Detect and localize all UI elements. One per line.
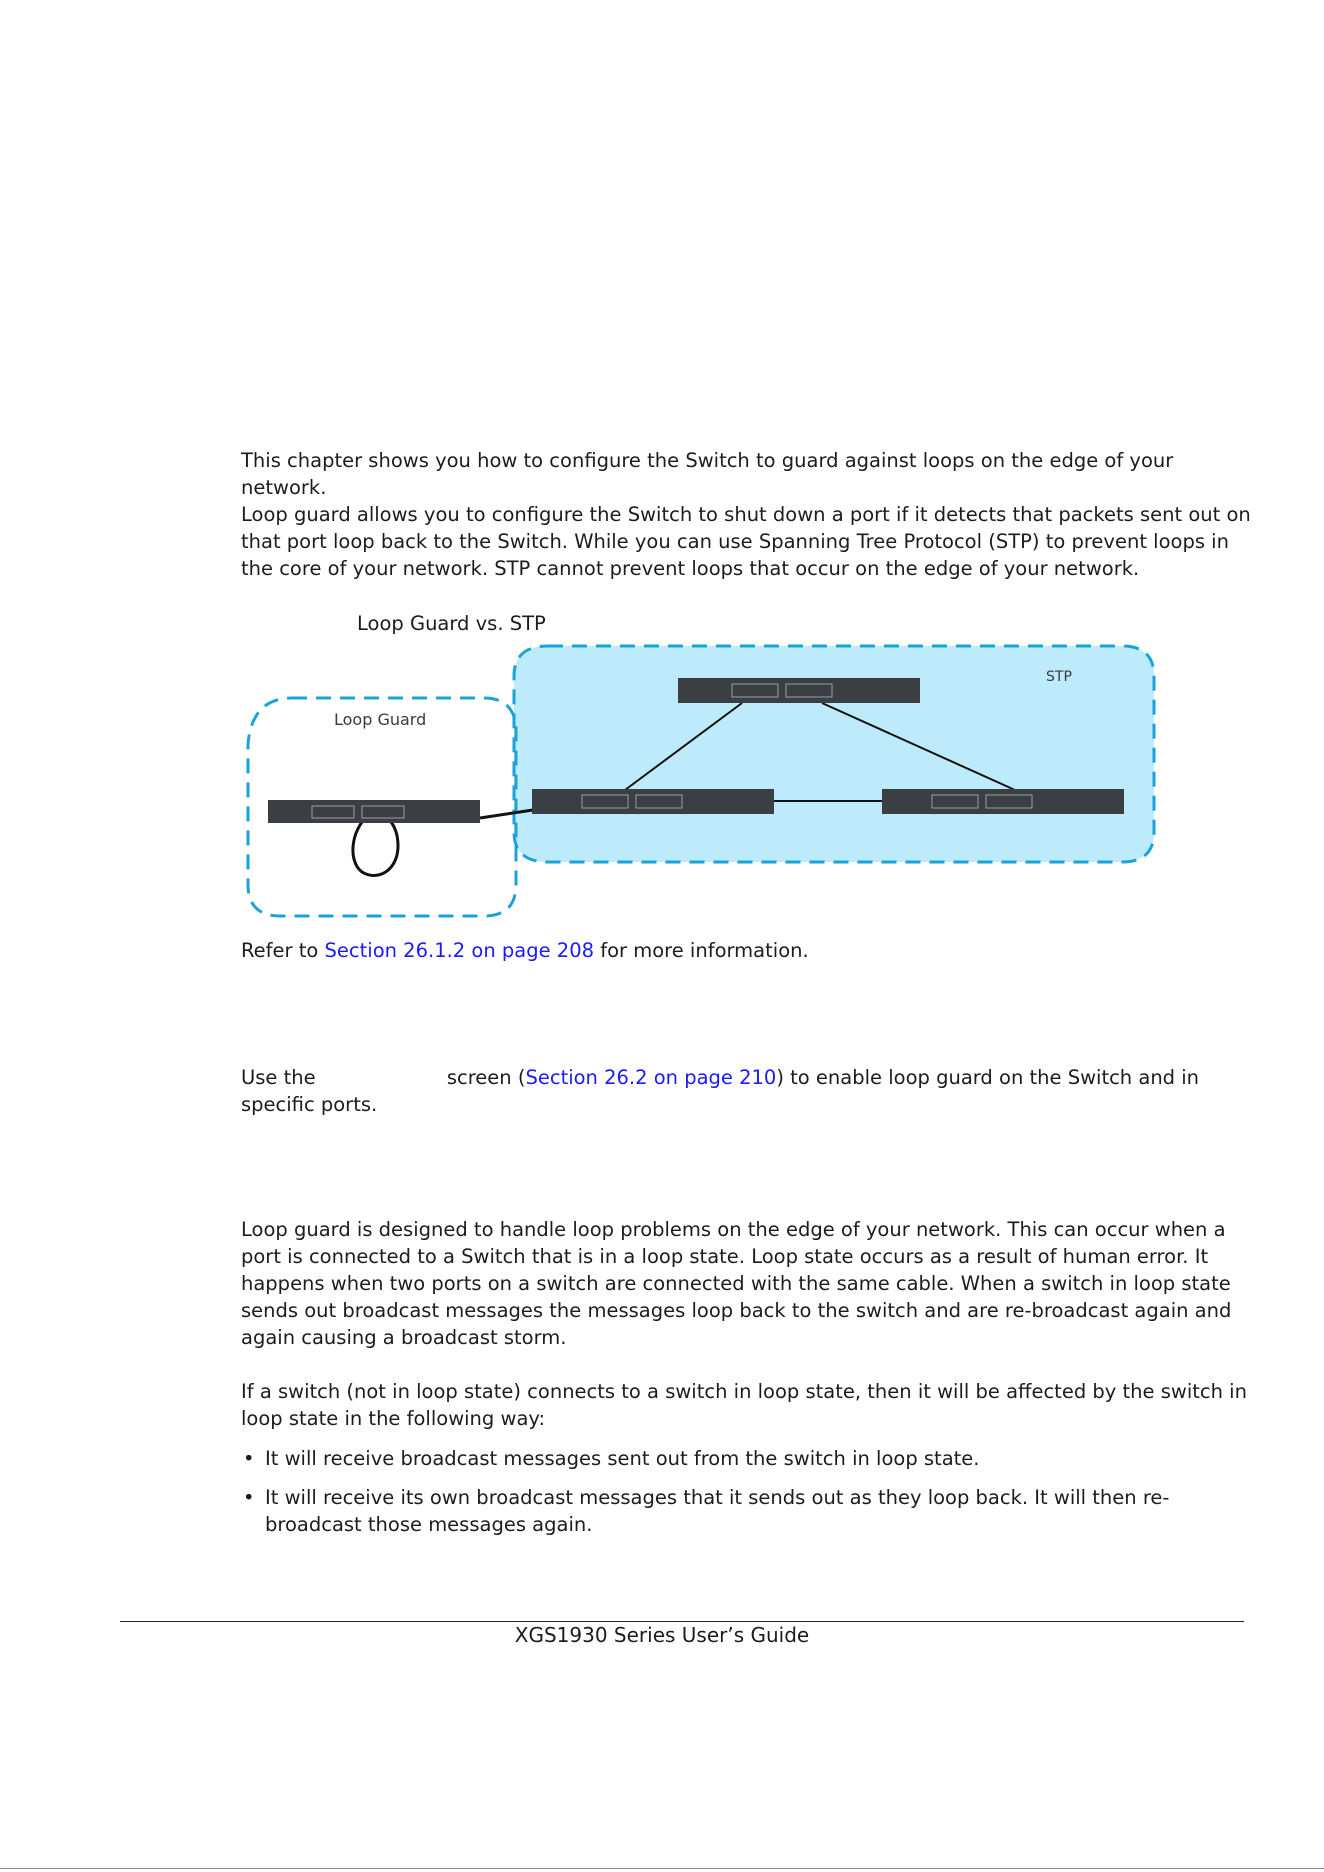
use-middle: screen ( [440,1066,526,1089]
effects-list [241,1445,1251,1538]
loop-guard-description: Loop guard allows you to configure the Switch to shut down a port if it detects that packets sent out on that port loop back to the Switch. While you can use Spanning Tree Protocol (STP) to prevent loops in the core of your network. STP cannot prevent loops that occur on the edge of your network. [241,503,1251,580]
refer-after: for more information. [594,939,809,962]
intro-paragraph: This chapter shows you how to configure the Switch to guard against loops on the edge of your network. [241,449,1174,499]
figure-title: Loop Guard vs. STP [357,612,546,635]
loop-guard-label: Loop Guard [334,710,427,729]
list-item: • It will receive broadcast messages sent out from the switch in loop state. [241,1445,1251,1472]
use-after: ) to enable loop guard on the Switch and in specific ports. [241,1066,1200,1116]
use-before: Use the [241,1066,316,1089]
switch-stp-right [882,789,1124,814]
section-26-1-2-link[interactable]: Section 26.1.2 on page 208 [324,939,595,962]
refer-before: Refer to [241,939,325,962]
bottom-rule [0,1868,1324,1869]
refer-paragraph [241,937,1251,964]
switch-stp-top [678,678,920,703]
section-26-2-link[interactable]: Section 26.2 on page 210 [525,1066,777,1089]
loop-guard-overview: Loop guard is designed to handle loop problems on the edge of your network. This can occur when a port is connected to a Switch that is in a loop state. Loop state occurs as a result of human error. It happens when two ports on a switch are connected with the same cable. When a switch in loop state sends out broadcast messages the messages loop back to the switch and are re-broadcast again and again causing a broadcast storm. [241,1218,1232,1349]
switch-edge [268,800,480,823]
list-item: • It will receive its own broadcast messages that it sends out as they loop back. It will then re-broadcast those messages again. [241,1484,1251,1538]
use-paragraph [241,1064,1251,1118]
stp-label: STP [1046,669,1072,685]
switch-stp-left [532,789,774,814]
footer-title: XGS1930 Series User’s Guide [514,1623,810,1647]
footer-rule [120,1621,1244,1622]
affected-switch-paragraph: If a switch (not in loop state) connects to a switch in loop state, then it will be affected by the switch in loop state in the following way: [241,1380,1247,1430]
